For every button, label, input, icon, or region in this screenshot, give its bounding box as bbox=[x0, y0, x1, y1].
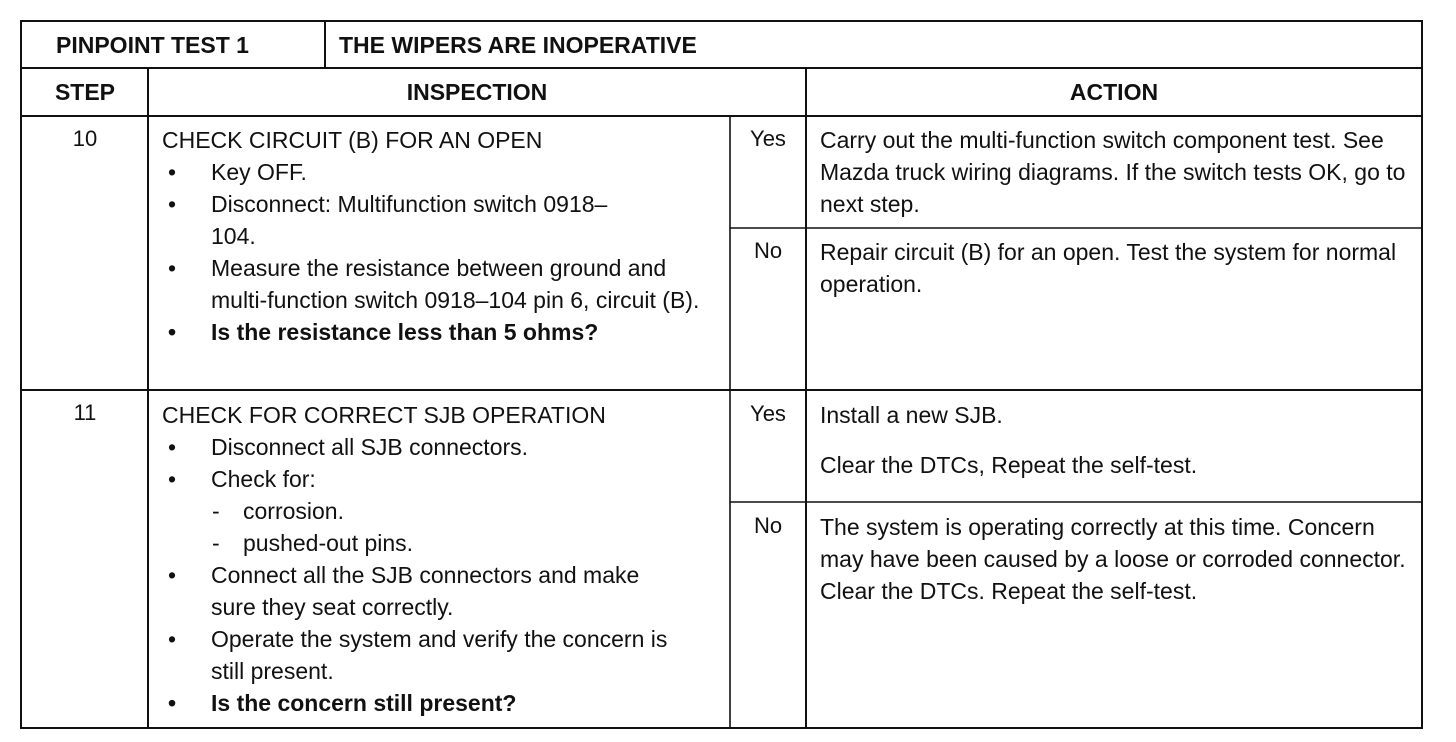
yes-label: Yes bbox=[750, 401, 786, 426]
pinpoint-test-title: THE WIPERS ARE INOPERATIVE bbox=[339, 32, 697, 58]
yes-action-text: Carry out the multi-function switch component test. See Mazda truck wiring diagrams. If the switch tests OK, go to next step. bbox=[820, 127, 1406, 217]
column-header-step: STEP bbox=[54, 79, 116, 105]
inspection-item: • Disconnect all SJB connectors. bbox=[162, 431, 728, 463]
no-label: No bbox=[753, 238, 783, 263]
step-number: 11 bbox=[73, 400, 97, 425]
yes-action-text: Install a new SJB. bbox=[820, 402, 1003, 428]
inspection-subitem: - pushed-out pins. bbox=[162, 527, 728, 559]
inspection-item: • Connect all the SJB connectors and make sure they seat correctly. bbox=[162, 559, 671, 623]
inspection-item: • Operate the system and verify the concern is still present. bbox=[162, 623, 691, 687]
inspection-item: • Measure the resistance between ground and multi-function switch 0918–104 pin 6, circuit (B). bbox=[162, 252, 728, 316]
no-action-text: The system is operating correctly at this time. Concern may have been caused by a loose or corroded connector. Clear the DTCs. Repeat the self-test. bbox=[820, 514, 1406, 604]
no-label: No bbox=[753, 513, 783, 538]
step-number: 10 bbox=[72, 126, 98, 151]
column-header-inspection: INSPECTION bbox=[406, 79, 548, 105]
inspection-title: CHECK CIRCUIT (B) FOR AN OPEN bbox=[162, 127, 543, 153]
no-action-text: Repair circuit (B) for an open. Test the system for normal operation. bbox=[820, 239, 1397, 297]
yes-action-text: Clear the DTCs, Repeat the self-test. bbox=[820, 452, 1198, 478]
inspection-item: • Check for: bbox=[162, 463, 728, 495]
inspection-item: • Key OFF. bbox=[162, 156, 728, 188]
column-header-action: ACTION bbox=[1069, 79, 1159, 105]
pinpoint-test-label: PINPOINT TEST 1 bbox=[56, 32, 249, 58]
inspection-item: • Disconnect: Multifunction switch 0918–104. bbox=[162, 188, 631, 252]
inspection-subitem: - corrosion. bbox=[162, 495, 728, 527]
inspection-question: • Is the concern still present? bbox=[162, 687, 728, 719]
yes-label: Yes bbox=[750, 126, 786, 151]
inspection-question: • Is the resistance less than 5 ohms? bbox=[162, 316, 728, 348]
inspection-title: CHECK FOR CORRECT SJB OPERATION bbox=[162, 402, 606, 428]
